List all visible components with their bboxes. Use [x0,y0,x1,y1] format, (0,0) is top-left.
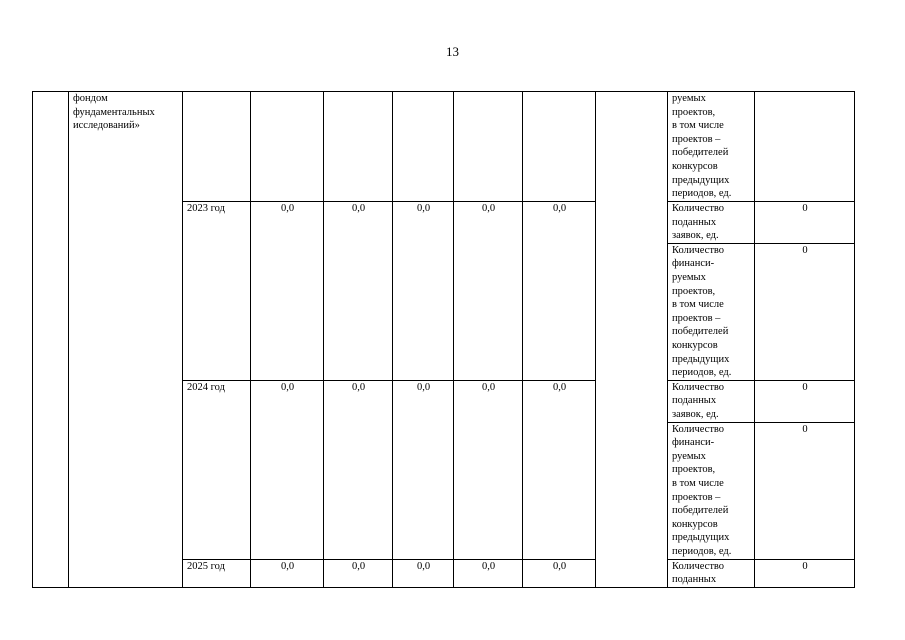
year-cell: 2023 год [183,202,251,381]
index-cell [33,92,69,588]
indicator-cell [668,422,755,559]
value-cell: 0,0 [324,559,393,587]
value-cell: 0,0 [393,380,454,559]
value-cell: 0,0 [251,202,324,381]
indicator-value: 0 [755,559,855,587]
indicator-text: руемых проектов, в том числе проектов – победителей конкурсов предыдущих периодов, ед. [672,93,732,200]
indicator-cell [668,380,755,422]
value-cell [454,92,523,202]
value-cell: 0,0 [454,202,523,381]
indicator-text: Количество финанси- руемых проектов, в том числе проектов – победителей конкурсов предыдущих периодов, ед. [672,244,732,379]
page-number: 13 [446,44,459,59]
table-row [33,92,855,202]
value-cell [251,92,324,202]
indicator-cell [668,202,755,244]
value-cell: 0,0 [454,380,523,559]
program-name-cell [69,92,183,588]
indicator-value [755,92,855,202]
value-cell [523,92,596,202]
indicator-value: 0 [755,422,855,559]
value-cell: 0,0 [324,202,393,381]
indicator-value: 0 [755,202,855,244]
indicator-cell [668,559,755,587]
indicator-text: Количество поданных заявок, ед. [672,381,725,420]
value-cell [324,92,393,202]
year-cell: 2025 год [183,559,251,587]
indicator-value: 0 [755,243,855,380]
value-cell: 0,0 [523,202,596,381]
value-cell: 0,0 [251,380,324,559]
indicator-text: Количество поданных [672,560,725,586]
value-cell: 0,0 [523,380,596,559]
indicator-value: 0 [755,380,855,422]
value-cell [393,92,454,202]
blank-column-cell [596,92,668,588]
value-cell: 0,0 [324,380,393,559]
indicator-cell [668,92,755,202]
indicator-cell [668,243,755,380]
value-cell: 0,0 [251,559,324,587]
value-cell: 0,0 [454,559,523,587]
value-cell: 0,0 [523,559,596,587]
program-table [32,91,855,588]
value-cell: 0,0 [393,202,454,381]
year-cell [183,92,251,202]
indicator-text: Количество финанси- руемых проектов, в том числе проектов – победителей конкурсов предыдущих периодов, ед. [672,423,732,557]
year-cell: 2024 год [183,380,251,559]
value-cell: 0,0 [393,559,454,587]
program-name: фондом фундаментальных исследований» [73,93,155,132]
indicator-text: Количество поданных заявок, ед. [672,203,725,242]
